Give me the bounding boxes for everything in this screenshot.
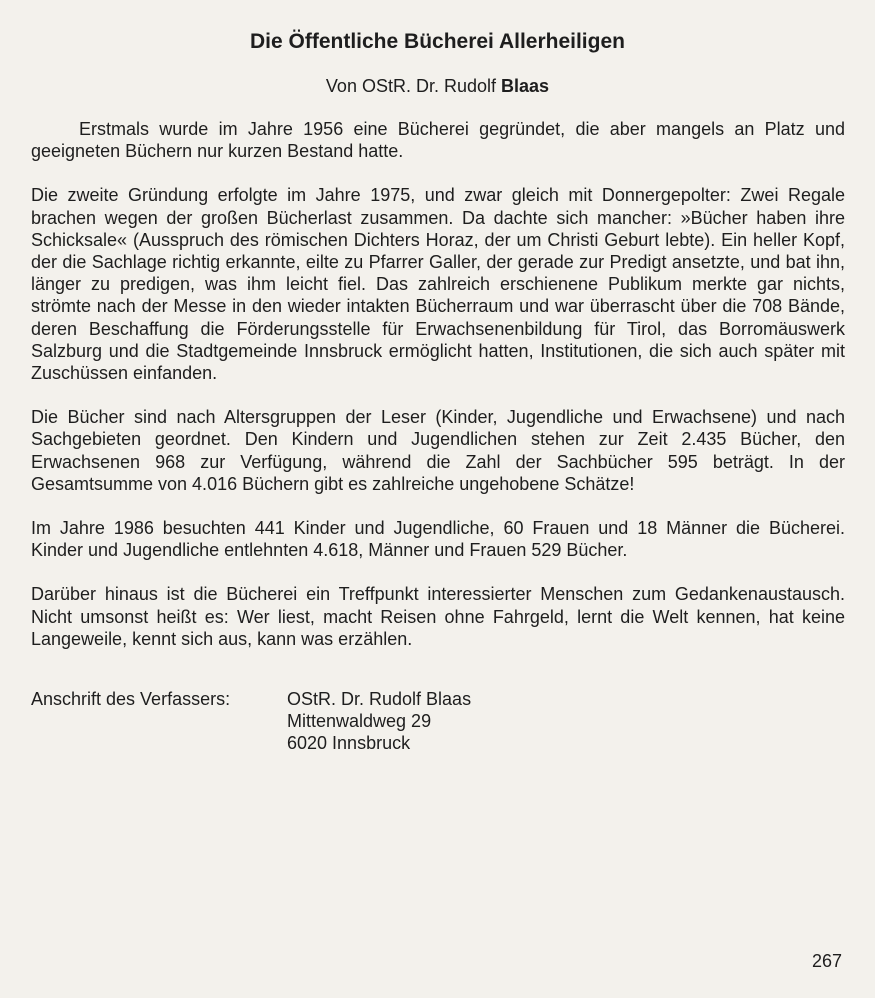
- author-address: [31, 688, 471, 755]
- paragraph-5: Darüber hinaus ist die Bücherei ein Treffpunkt interessierter Menschen zum Gedankenaustausch. Nicht umsonst heißt es: Wer liest, macht Reisen ohne Fahrgeld, lernt die Welt kennen, hat keine Langeweile, kennt sich aus, kann was erzählen.: [31, 584, 845, 649]
- byline-prefix: Von OStR. Dr. Rudolf: [325, 76, 496, 96]
- paragraph-2: Die zweite Gründung erfolgte im Jahre 1975, und zwar gleich mit Donnergepolter: Zwei Regale brachen wegen der großen Bücherlast zusammen. Da dachte sich mancher: »Bücher haben ihre Schicksale« (Ausspruch des römischen Dichters Horaz, der um Christi Geburt lebte). Ein heller Kopf, der die Sachlage richtig erkannte, eilte zu Pfarrer Galler, der gerade zur Predigt ansetzte, und bat ihn, länger zu predigen, was ihm leicht fiel. Das zahlreich erschienene Publikum merkte gar nichts, strömte nach der Messe in den wieder intakten Bücherraum und war überrascht über die 708 Bände, deren Beschaffung die Förderungsstelle für Erwachsenenbildung für Tirol, das Borromäuswerk Salzburg und die Stadtgemeinde Innsbruck ermöglicht hatten, Institutionen, die sich auch später mit Zuschüssen einfanden.: [31, 185, 845, 384]
- address-lines: [287, 688, 471, 755]
- byline-surname: Blaas: [501, 76, 550, 96]
- article-body: [31, 118, 845, 672]
- address-name: OStR. Dr. Rudolf Blaas: [287, 689, 472, 709]
- paragraph-4: Im Jahre 1986 besuchten 441 Kinder und Jugendliche, 60 Frauen und 18 Männer die Bücherei. Kinder und Jugendliche entlehnten 4.618, Männer und Frauen 529 Bücher.: [31, 518, 845, 561]
- address-street: Mittenwaldweg 29: [287, 711, 432, 732]
- page-number: 267: [811, 951, 842, 971]
- paragraph-1: Erstmals wurde im Jahre 1956 eine Bücherei gegründet, die aber mangels an Platz und geeigneten Büchern nur kurzen Bestand hatte.: [31, 119, 845, 162]
- byline: [0, 76, 875, 97]
- address-label: Anschrift des Verfassers:: [31, 689, 231, 709]
- article-title: Die Öffentliche Bücherei Allerheiligen: [250, 30, 625, 53]
- address-city: 6020 Innsbruck: [287, 733, 411, 754]
- paragraph-3: Die Bücher sind nach Altersgruppen der Leser (Kinder, Jugendliche und Erwachsene) und nach Sachgebieten geordnet. Den Kindern und Jugendlichen stehen zur Zeit 2.435 Bücher, den Erwachsenen 968 zur Verfügung, während die Zahl der Sachbücher 595 beträgt. In der Gesamtsumme von 4.016 Büchern gibt es zahlreiche ungehobene Schätze!: [31, 407, 845, 494]
